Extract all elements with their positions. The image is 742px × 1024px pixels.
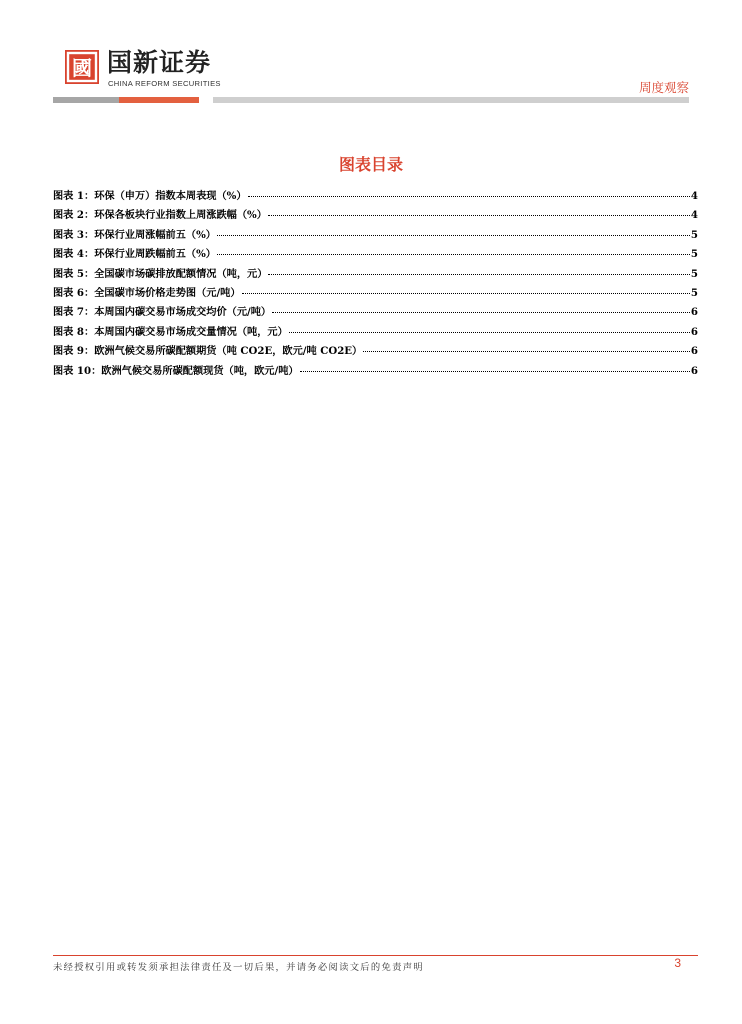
toc-entry-page: 6 bbox=[690, 345, 698, 358]
toc-leader bbox=[217, 254, 690, 255]
toc-leader bbox=[242, 293, 690, 294]
header-divider-grey-right bbox=[213, 97, 689, 103]
toc-entry-page: 4 bbox=[690, 190, 698, 202]
toc-entry[interactable] bbox=[53, 187, 698, 206]
company-name: 国新证券 bbox=[107, 48, 212, 77]
toc-entry[interactable] bbox=[53, 245, 698, 264]
toc-entry-page: 6 bbox=[690, 306, 698, 319]
company-logo-icon bbox=[65, 50, 99, 84]
toc-entry[interactable] bbox=[53, 284, 698, 303]
toc-entry[interactable] bbox=[53, 206, 698, 225]
header-divider-accent bbox=[119, 97, 199, 103]
toc-entry[interactable] bbox=[53, 362, 698, 381]
toc-leader bbox=[363, 351, 690, 352]
toc-entry-label: 图表 4：环保行业周跌幅前五（%） bbox=[53, 248, 216, 261]
toc-leader bbox=[217, 235, 690, 236]
page-number: 3 bbox=[674, 956, 681, 970]
logo-glyph: 國 bbox=[72, 56, 92, 80]
toc-entry-label: 图表 7：本周国内碳交易市场成交均价（元/吨） bbox=[53, 306, 272, 319]
footer-divider bbox=[53, 955, 698, 956]
toc-entry-label: 图表 9：欧洲气候交易所碳配额期货（吨 CO2E，欧元/吨 CO2E） bbox=[53, 345, 363, 358]
toc-entry-label: 图表 10：欧洲气候交易所碳配额现货（吨，欧元/吨） bbox=[53, 364, 299, 377]
toc-entry-label: 图表 1：环保（申万）指数本周表现（%） bbox=[53, 190, 247, 202]
toc-entry[interactable] bbox=[53, 226, 698, 245]
toc-entry-label: 图表 3：环保行业周涨幅前五（%） bbox=[53, 228, 216, 241]
report-type-label: 周度观察 bbox=[638, 80, 689, 95]
footer-disclaimer: 未经授权引用或转发须承担法律责任及一切后果，并请务必阅读文后的免责声明 bbox=[53, 962, 424, 973]
toc-entry-page: 6 bbox=[690, 364, 698, 377]
toc-entry[interactable] bbox=[53, 323, 698, 342]
toc-entry[interactable] bbox=[53, 265, 698, 284]
header-divider-grey-left bbox=[53, 97, 119, 103]
toc-leader bbox=[268, 215, 690, 216]
toc-entry-page: 5 bbox=[690, 248, 698, 261]
toc-list bbox=[53, 187, 698, 381]
toc-entry-label: 图表 5：全国碳市场碳排放配额情况（吨，元） bbox=[53, 267, 268, 280]
toc-entry[interactable] bbox=[53, 342, 698, 361]
toc-entry-page: 5 bbox=[690, 267, 698, 280]
toc-leader bbox=[289, 332, 690, 333]
toc-leader bbox=[272, 312, 690, 313]
toc-leader bbox=[268, 274, 690, 275]
toc-entry[interactable] bbox=[53, 303, 698, 322]
toc-leader bbox=[300, 371, 690, 372]
toc-entry-page: 5 bbox=[690, 286, 698, 299]
company-name-en: CHINA REFORM SECURITIES bbox=[108, 79, 221, 88]
toc-title: 图表目录 bbox=[338, 155, 403, 174]
toc-entry-label: 图表 6：全国碳市场价格走势图（元/吨） bbox=[53, 286, 241, 299]
toc-entry-page: 6 bbox=[690, 325, 698, 338]
toc-entry-label: 图表 8：本周国内碳交易市场成交量情况（吨，元） bbox=[53, 325, 288, 338]
toc-entry-label: 图表 2：环保各板块行业指数上周涨跌幅（%） bbox=[53, 209, 267, 222]
toc-entry-page: 5 bbox=[690, 228, 698, 241]
toc-leader bbox=[248, 196, 690, 197]
toc-entry-page: 4 bbox=[690, 209, 698, 222]
